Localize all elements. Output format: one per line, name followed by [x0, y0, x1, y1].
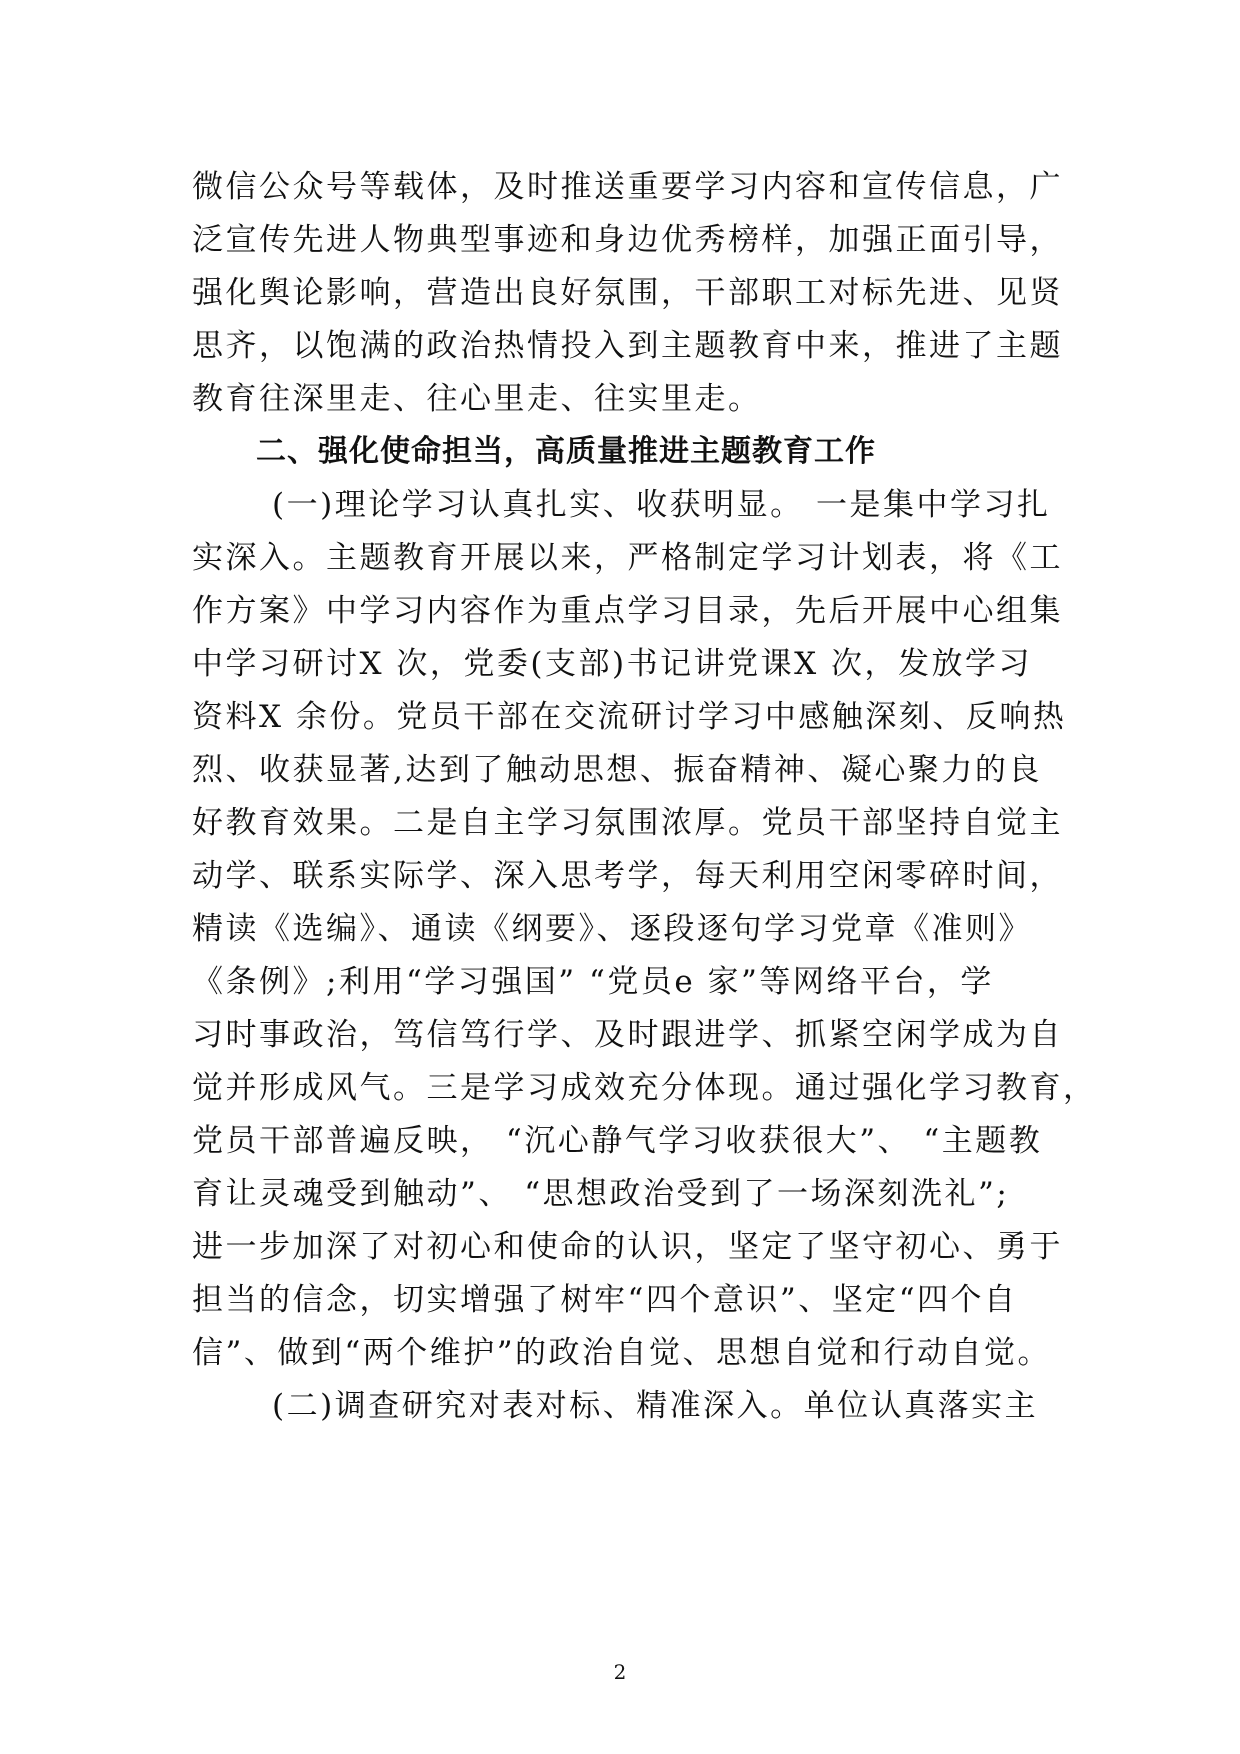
body-text-line: 育让灵魂受到触动”、 “思想政治受到了一场深刻洗礼”; [192, 1176, 1010, 1212]
body-text-line: 作方案》中学习内容作为重点学习目录，先后开展中心组集 [192, 593, 1063, 629]
subsection-first-line: (一)理论学习认真扎实、收获明显。 一是集中学习扎 [272, 487, 1051, 523]
body-text-line: 资料X 余份。党员干部在交流研讨学习中感触深刻、反响热 [192, 699, 1067, 735]
page-number: 2 [613, 1660, 627, 1684]
body-text-line: 强化舆论影响，营造出良好氛围，干部职工对标先进、见贤 [192, 275, 1063, 311]
subsection-first-line: (二)调查研究对表对标、精准深入。单位认真落实主 [272, 1388, 1039, 1424]
body-text-line: 《条例》;利用“学习强国” “党员e 家”等网络平台，学 [192, 964, 994, 1000]
body-text-line: 信”、做到“两个维护”的政治自觉、思想自觉和行动自觉。 [192, 1335, 1052, 1371]
body-text-line: 教育往深里走、往心里走、往实里走。 [192, 381, 762, 417]
body-text-line: 思齐，以饱满的政治热情投入到主题教育中来，推进了主题 [192, 328, 1063, 364]
body-text-line: 精读《选编》、通读《纲要》、逐段逐句学习党章《准则》 [192, 911, 1032, 947]
body-text-line: 动学、联系实际学、深入思考学，每天利用空闲零碎时间， [192, 858, 1063, 894]
section-heading: 二、强化使命担当，高质量推进主题教育工作 [256, 434, 876, 469]
body-text-line: 好教育效果。二是自主学习氛围浓厚。党员干部坚持自觉主 [192, 805, 1063, 841]
body-text-line: 党员干部普遍反映， “沉心静气学习收获很大”、 “主题教 [192, 1123, 1043, 1159]
body-text-line: 实深入。主题教育开展以来，严格制定学习计划表，将《工 [192, 540, 1063, 576]
body-text-line: 进一步加深了对初心和使命的认识，坚定了坚守初心、勇于 [192, 1229, 1063, 1265]
body-text-line: 泛宣传先进人物典型事迹和身边优秀榜样，加强正面引导， [192, 222, 1063, 258]
body-text-line: 烈、收获显著,达到了触动思想、振奋精神、凝心聚力的良 [192, 752, 1042, 788]
body-text-line: 担当的信念，切实增强了树牢“四个意识”、坚定“四个自 [192, 1282, 1018, 1318]
body-text-line: 习时事政治，笃信笃行学、及时跟进学、抓紧空闲学成为自 [192, 1017, 1063, 1053]
body-text-line: 觉并形成风气。三是学习成效充分体现。通过强化学习教育， [192, 1070, 1097, 1106]
body-text-line: 中学习研讨X 次，党委(支部)书记讲党课X 次，发放学习 [192, 646, 1033, 682]
body-text-line: 微信公众号等载体，及时推送重要学习内容和宣传信息，广 [192, 169, 1063, 205]
